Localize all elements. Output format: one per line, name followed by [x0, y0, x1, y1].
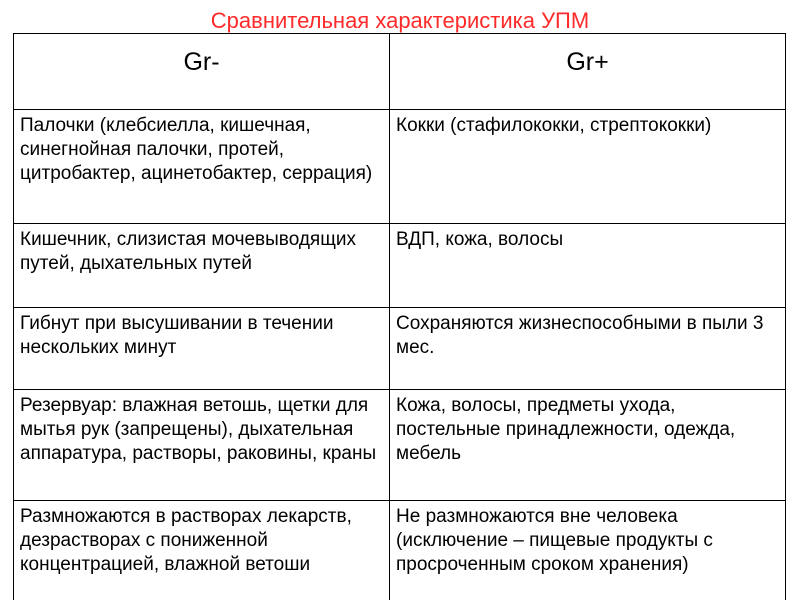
table-row: [14, 110, 786, 224]
table-row: [14, 308, 786, 390]
table-header-row: [14, 34, 786, 110]
cell-gram-negative-drying: Гибнут при высушивании в течении нескольких минут: [14, 308, 390, 390]
cell-gram-positive-morphology: Кокки (стафилококки, стрептококки): [390, 110, 786, 224]
cell-gram-negative-morphology: Палочки (клебсиелла, кишечная, синегнойная палочки, протей, цитробактер, ацинетобактер, серрация): [14, 110, 390, 224]
cell-gram-positive-reservoir: Кожа, волосы, предметы ухода, постельные принадлежности, одежда, мебель: [390, 390, 786, 501]
table-row: [14, 224, 786, 308]
cell-gram-negative-habitat: Кишечник, слизистая мочевыводящих путей, дыхательных путей: [14, 224, 390, 308]
table-row: [14, 501, 786, 600]
cell-gram-negative-reproduction: Размножаются в растворах лекарств, дезрастворах с пониженной концентрацией, влажной ветоши: [14, 501, 390, 600]
cell-gram-positive-habitat: ВДП, кожа, волосы: [390, 224, 786, 308]
cell-gram-positive-reproduction: Не размножаются вне человека (исключение – пищевые продукты с просроченным сроком хранения): [390, 501, 786, 600]
cell-gram-negative-reservoir: Резервуар: влажная ветошь, щетки для мытья рук (запрещены), дыхательная аппаратура, растворы, раковины, краны: [14, 390, 390, 501]
table-row: [14, 390, 786, 501]
comparison-table: [13, 33, 786, 600]
page-title: Сравнительная характеристика УПМ: [210, 8, 590, 33]
header-gram-negative: Gr-: [14, 34, 390, 110]
header-gram-positive: Gr+: [390, 34, 786, 110]
cell-gram-positive-drying: Сохраняются жизнеспособными в пыли 3 мес.: [390, 308, 786, 390]
